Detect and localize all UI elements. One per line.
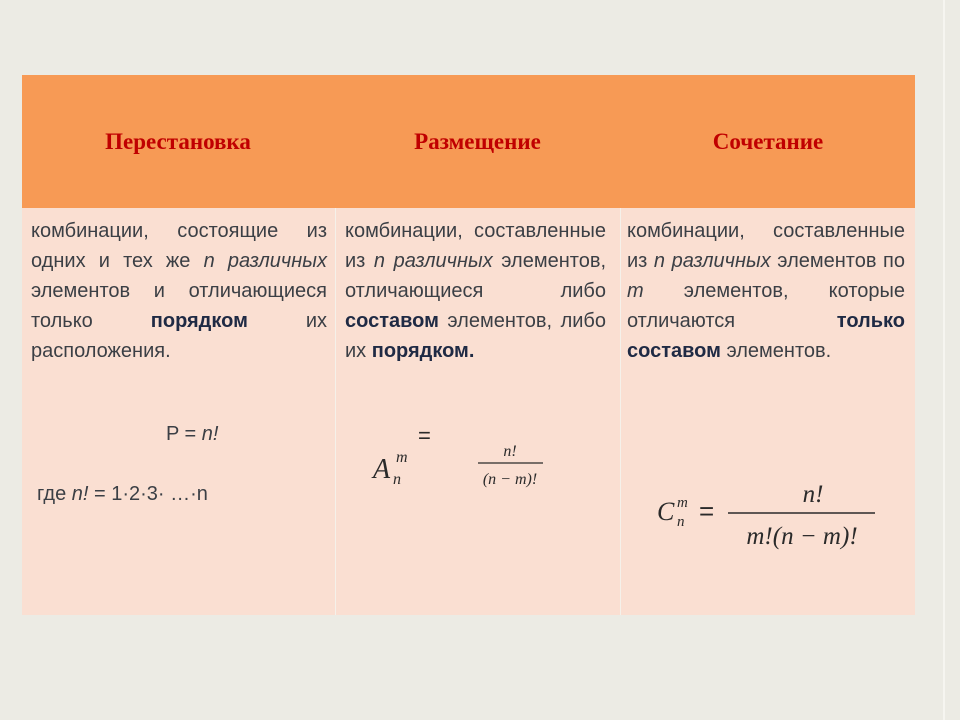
arrangement-equals: =	[418, 423, 431, 448]
arrangement-definition	[345, 216, 606, 366]
text-run: элементов, отличающиеся либо	[345, 250, 607, 302]
combinatorics-table	[22, 75, 915, 615]
text-run: элементов.	[720, 340, 832, 362]
text-run: составом	[345, 310, 439, 332]
header-combination: Сочетание	[712, 128, 824, 154]
column-divider	[620, 208, 621, 615]
text-run: элементов, которые отличаются	[627, 280, 905, 332]
permutation-definition	[31, 216, 327, 366]
combination-denominator: m!(n − m)!	[746, 523, 858, 550]
text-run: комбинации, состоящие из одних и тех же	[31, 220, 327, 272]
combination-equals: =	[699, 496, 715, 526]
text-run: комбинации, составленные из	[345, 220, 606, 272]
combination-formula	[652, 470, 892, 560]
text-run: элементов, либо их	[345, 310, 606, 362]
header-arrangement: Размещение	[414, 128, 541, 154]
text-run: элементов по	[770, 250, 905, 272]
text-run: n различных	[653, 250, 771, 272]
text-run: их расположения.	[31, 310, 327, 362]
text-run: комбинации, составленные из	[627, 220, 905, 272]
header-permutation: Перестановка	[105, 128, 251, 154]
text-run: только составом	[627, 310, 905, 362]
text-run: n различных	[203, 250, 327, 272]
arrangement-denominator: (n − m)!	[482, 471, 538, 488]
text-run: n различных	[373, 250, 493, 272]
arrangement-symbol: A	[373, 454, 391, 485]
combination-subscript: n	[677, 514, 685, 530]
factorial-definition: где n! = 1·2·3· …·n	[37, 483, 208, 505]
combination-definition	[627, 216, 905, 366]
combination-symbol: C	[657, 497, 675, 526]
permutation-formula: P = n!	[166, 423, 219, 445]
column-divider	[335, 208, 336, 615]
arrangement-subscript: n	[393, 471, 401, 488]
slide-edge-line	[943, 0, 945, 720]
arrangement-numerator: n!	[503, 443, 517, 460]
table-header-row	[22, 75, 915, 208]
combination-numerator: n!	[802, 481, 824, 508]
text-run: порядком	[150, 310, 248, 332]
combination-superscript: m	[677, 495, 688, 511]
arrangement-superscript: m	[396, 449, 408, 466]
text-run: элементов и отличающиеся только	[31, 280, 327, 332]
n-factorial: n!	[201, 423, 219, 445]
arrangement-formula	[362, 415, 562, 495]
text-run: m	[627, 280, 644, 302]
text-run: порядком.	[371, 340, 475, 362]
